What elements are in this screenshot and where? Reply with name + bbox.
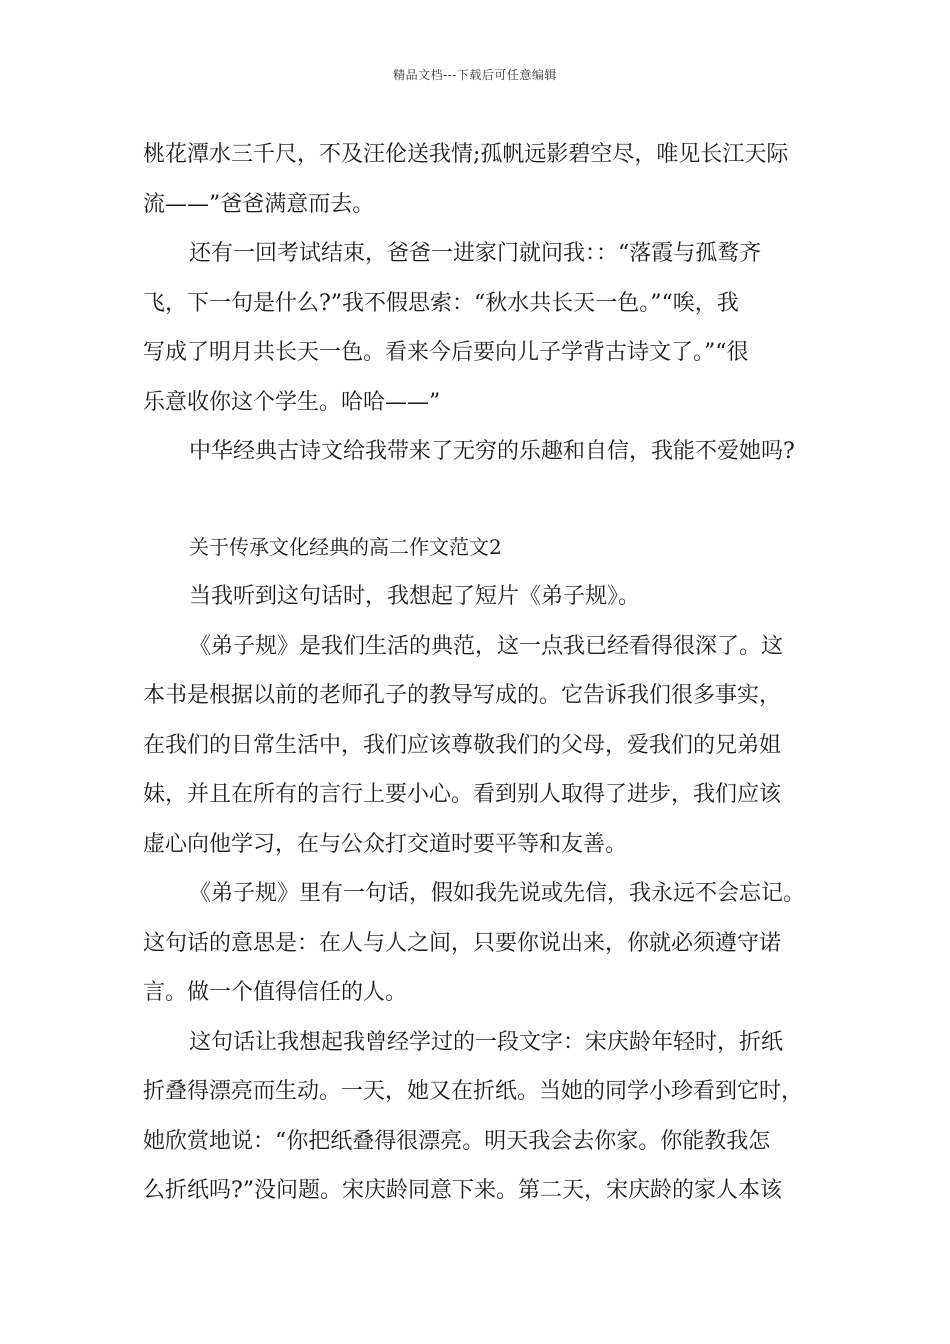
text-line: 这句话的意思是：在人与人之间，只要你说出来，你就必须遵守诺 xyxy=(143,930,782,956)
paragraph-start: 当我听到这句话时，我想起了短片《弟子规》。 xyxy=(189,584,641,609)
text-line: 飞，下一句是什么?”我不假思索：“秋水共长天一色。”“唉，我 xyxy=(143,290,739,316)
text-line: 本书是根据以前的老师孔子的教导写成的。它告诉我们很多事实， xyxy=(143,683,782,708)
paragraph-start: 《弟子规》是我们生活的典范，这一点我已经看得很深了。这 xyxy=(189,633,784,659)
paragraph-start: 中华经典古诗文给我带来了无穷的乐趣和自信，我能不爱她吗? xyxy=(189,439,795,464)
section-title: 关于传承文化经典的高二作文范文2 xyxy=(189,534,502,559)
page-header: 精品文档---下载后可任意编辑 xyxy=(393,68,557,82)
text-line: 言。做一个值得信任的人。 xyxy=(143,980,408,1005)
text-line: 流——”爸爸满意而去。 xyxy=(143,191,375,217)
document-body xyxy=(143,130,813,1216)
paragraph-start: 还有一回考试结束，爸爸一进家门就问我：：“落霞与孤鹜齐 xyxy=(189,241,762,266)
paragraph-start: 这句话让我想起我曾经学过的一段文字：宋庆龄年轻时，折纸 xyxy=(189,1029,784,1055)
text-line: 她欣赏地说：“你把纸叠得很漂亮。明天我会去你家。你能教我怎 xyxy=(143,1128,771,1154)
text-line: 在我们的日常生活中，我们应该尊敬我们的父母，爱我们的兄弟姐 xyxy=(143,732,782,758)
text-line: 桃花潭水三千尺，不及汪伦送我情;孤帆远影碧空尽，唯见长江天际 xyxy=(143,142,789,167)
text-line: 乐意收你这个学生。哈哈——” xyxy=(143,389,441,415)
section-gap xyxy=(143,477,813,523)
text-line: 折叠得漂亮而生动。一天，她又在折纸。当她的同学小珍看到它时， xyxy=(143,1079,804,1104)
text-line: 妹，并且在所有的言行上要小心。看到别人取得了进步，我们应该 xyxy=(143,782,782,807)
text-line: 写成了明月共长天一色。看来今后要向儿子学背古诗文了。”“很 xyxy=(143,340,749,365)
text-line: 虚心向他学习，在与公众打交道时要平等和友善。 xyxy=(143,831,628,857)
text-line: 么折纸吗?”没问题。宋庆龄同意下来。第二天，宋庆龄的家人本该 xyxy=(143,1178,783,1203)
paragraph-start: 《弟子规》里有一句话，假如我先说或先信，我永远不会忘记。 xyxy=(189,881,806,906)
